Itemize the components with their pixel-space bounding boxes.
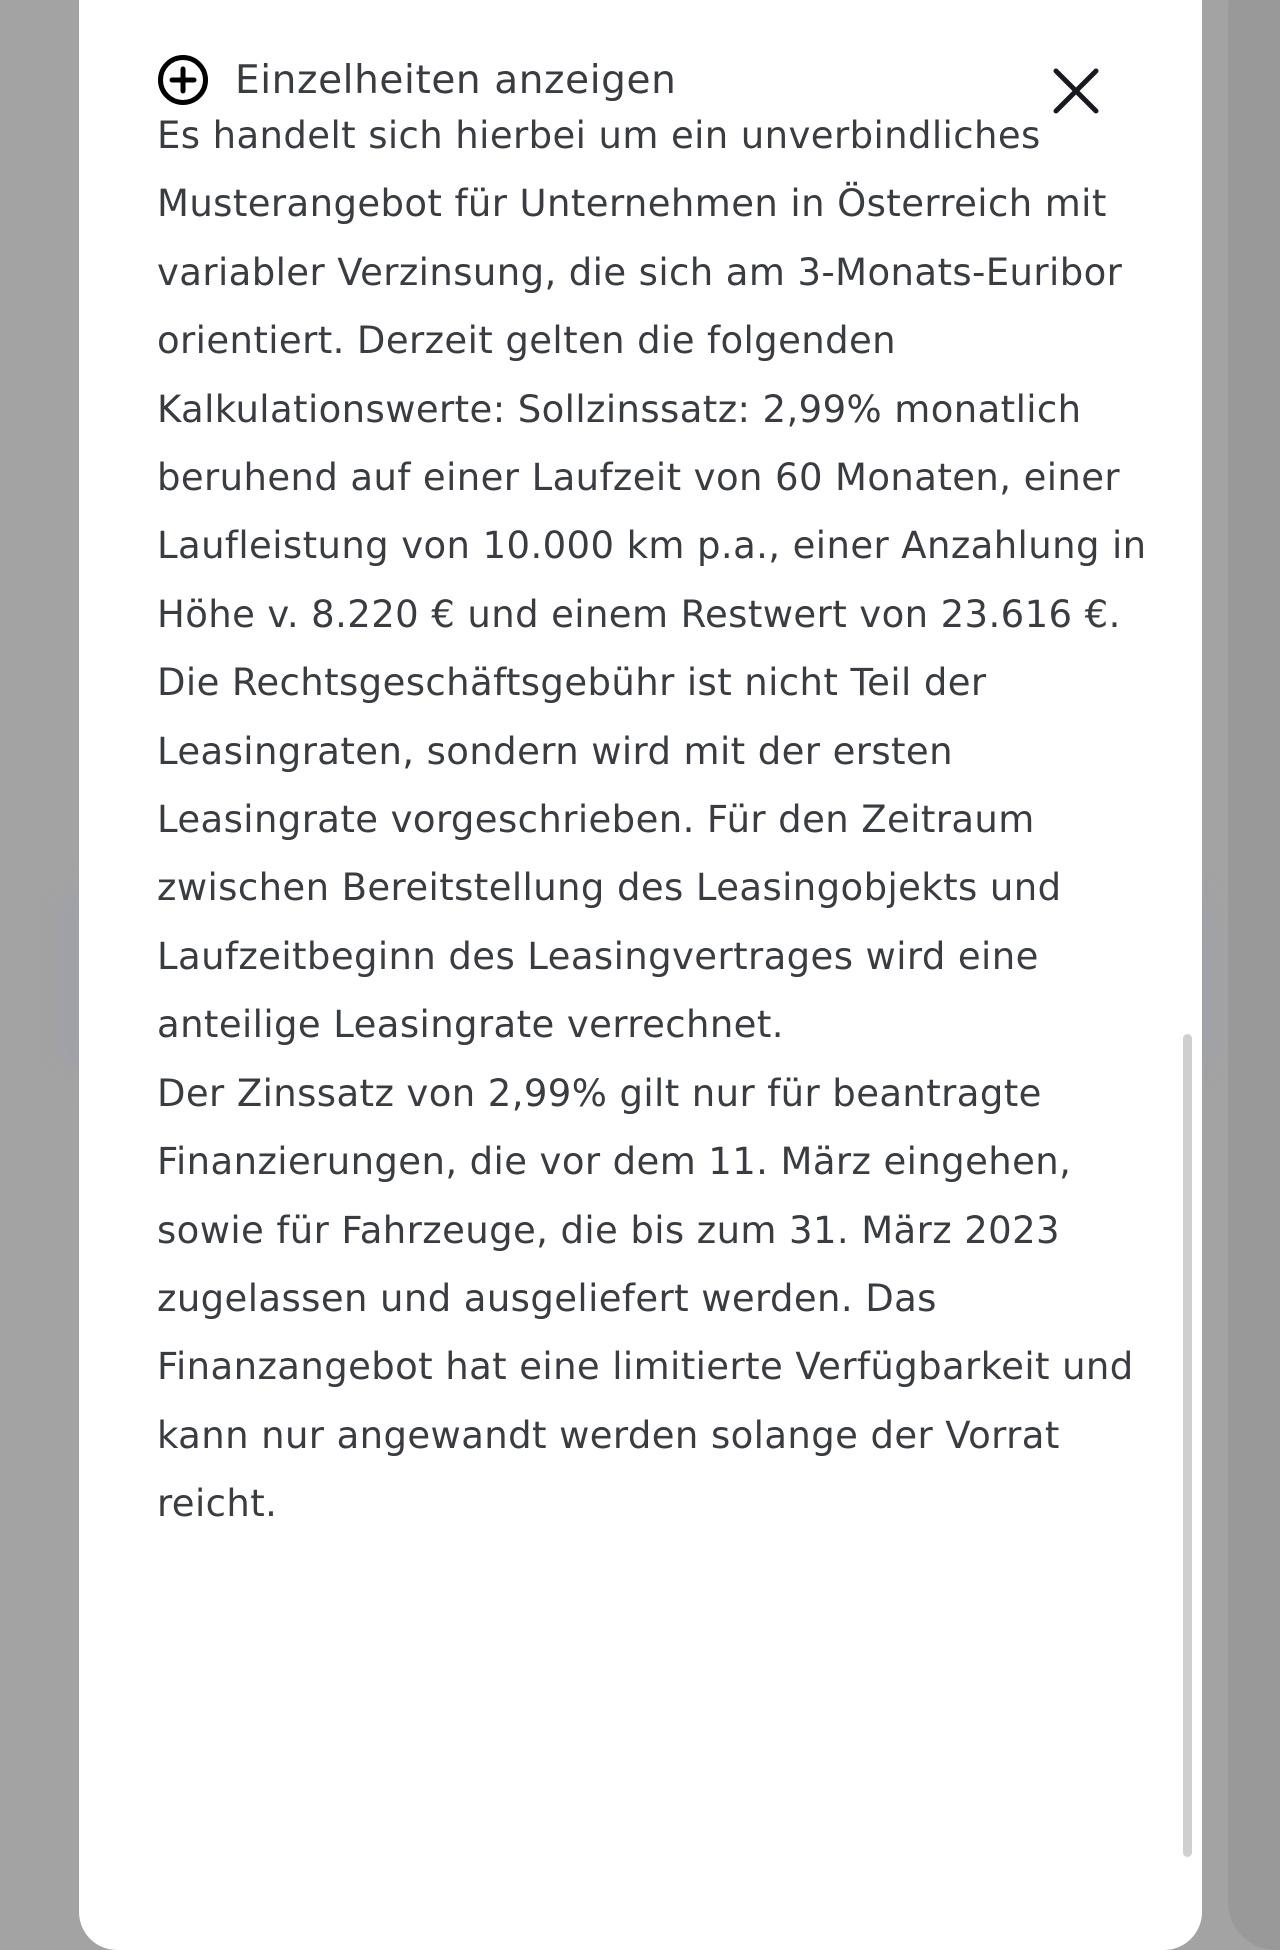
details-paragraph: Der Zinssatz von 2,99% gilt nur für beantragte Finanzierungen, die vor dem 11. März eingehen, sowie für Fahrzeuge, die bis zum 31. März 2023 zugelassen und ausgeliefert werden. Das Finanzangebot hat eine limitierte Verfügbarkeit und kann nur angewandt werden solange der Vorrat reicht. <box>157 1071 1134 1526</box>
details-modal <box>79 0 1202 1950</box>
details-paragraph: Es handelt sich hierbei um ein unverbindliches Musterangebot für Unternehmen in Österreich mit variabler Verzinsung, die sich am 3-Monats-Euribor orientiert. Derzeit gelten die folgenden Kalkulationswerte: Sollzinssatz: 2,99% monatlich beruhend auf einer Laufzeit von 60 Monaten, einer Laufleistung von 10.000 km p.a., einer Anzahlung in Höhe v. 8.220 € und einem Restwert von 23.616 €. Die Rechtsgeschäftsgebühr ist nicht Teil der Leasingraten, sondern wird mit der ersten Leasingrate vorgeschrieben. Für den Zeitraum zwischen Bereitstellung des Leasingobjekts und Laufzeitbeginn des Leasingvertrages wird eine anteilige Leasingrate verrechnet. <box>157 114 1147 1047</box>
background-card-edge <box>1228 0 1280 1950</box>
plus-circle-icon <box>157 54 209 106</box>
details-toggle[interactable] <box>157 52 676 108</box>
details-text <box>157 102 1147 1539</box>
scrollbar[interactable] <box>1183 1034 1192 1857</box>
details-toggle-label: Einzelheiten anzeigen <box>235 57 677 103</box>
